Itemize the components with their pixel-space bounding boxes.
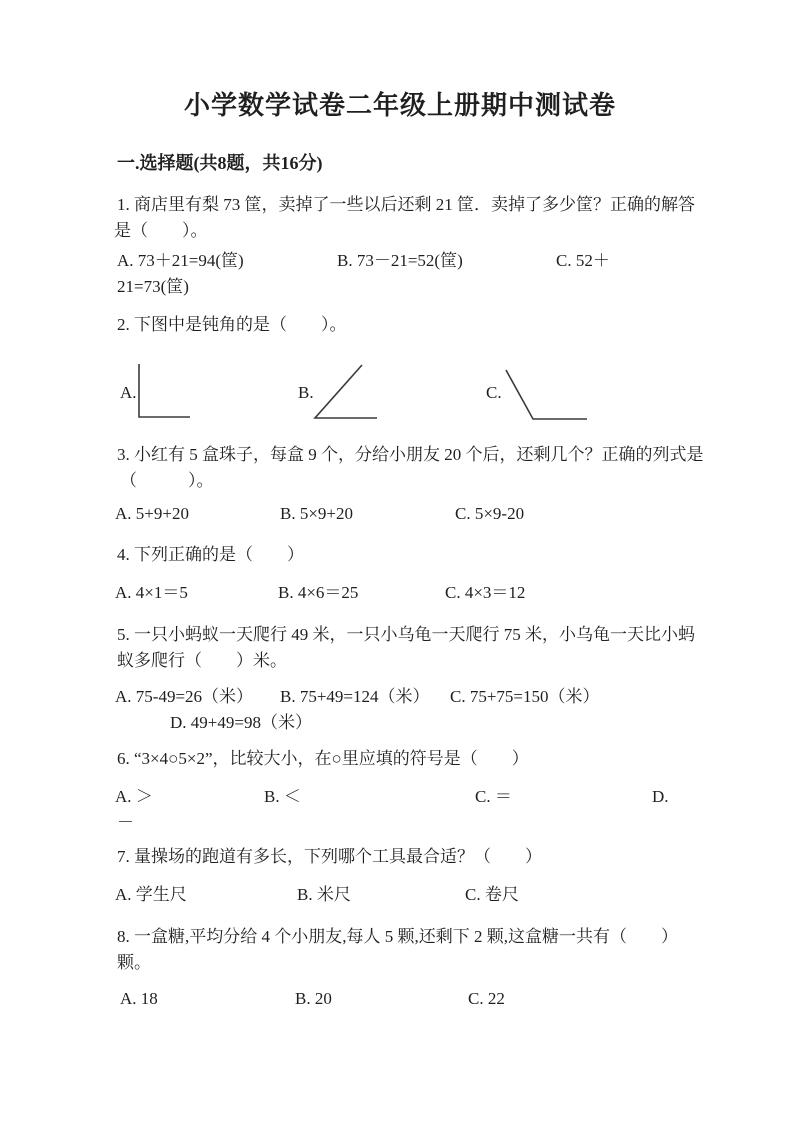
q5-option-b: B. 75+49=124（米） [280, 687, 430, 706]
q1-option-c: C. 52＋ [556, 251, 610, 270]
q6-option-b: B. ＜ [264, 787, 301, 806]
q2-stem: 2. 下图中是钝角的是（ ）。 [117, 315, 347, 334]
figure-label-b: B. [298, 383, 314, 402]
q5-option-d: D. 49+49=98（米） [170, 713, 312, 732]
q8-option-b: B. 20 [295, 989, 332, 1008]
q8-stem-line-1: 8. 一盒糖,平均分给 4 个小朋友,每人 5 颗,还剩下 2 颗,这盒糖一共有（ ） [117, 927, 678, 946]
section-heading: 一.选择题(共8题，共16分) [117, 153, 323, 173]
q7-option-b: B. 米尺 [297, 885, 351, 904]
q3-stem-line-1: 3. 小红有 5 盒珠子，每盒 9 个，分给小朋友 20 个后，还剩几个？正确的列式是 [117, 445, 704, 464]
q6-option-a: A. ＞ [115, 787, 153, 806]
q1-stem-line-2: 是（ ）。 [114, 221, 208, 240]
q1-option-c-continued: 21=73(筐) [117, 277, 189, 296]
q4-option-a: A. 4×1＝5 [115, 583, 188, 602]
q4-option-b: B. 4×6＝25 [278, 583, 359, 602]
figure-label-a: A. [120, 383, 137, 402]
q4-stem: 4. 下列正确的是（ ） [117, 545, 304, 564]
q1-option-b: B. 73－21=52(筐) [337, 251, 463, 270]
q5-stem-line-1: 5. 一只小蚂蚁一天爬行 49 米，一只小乌龟一天爬行 75 米，小乌龟一天比小蚂 [117, 625, 695, 644]
figure-label-c: C. [486, 383, 502, 402]
q5-option-c: C. 75+75=150（米） [450, 687, 600, 706]
page-title: 小学数学试卷二年级上册期中测试卷 [183, 91, 616, 120]
q8-option-c: C. 22 [468, 989, 505, 1008]
q1-stem-line-1: 1. 商店里有梨 73 筐，卖掉了一些以后还剩 21 筐．卖掉了多少筐？正确的解答 [117, 195, 695, 214]
obtuse-angle-figure [506, 370, 587, 419]
q6-option-c: C. ＝ [475, 787, 512, 806]
q5-option-a: A. 75-49=26（米） [115, 687, 254, 706]
q3-option-b: B. 5×9+20 [280, 504, 354, 523]
angle-figures-canvas [100, 355, 640, 425]
q7-stem: 7. 量操场的跑道有多长，下列哪个工具最合适？（ ） [117, 847, 542, 866]
q4-option-c: C. 4×3＝12 [445, 583, 526, 602]
acute-angle-figure [315, 365, 377, 418]
q3-stem-line-2: （ ）。 [120, 471, 214, 490]
q1-option-a: A. 73＋21=94(筐) [117, 251, 244, 270]
q7-option-c: C. 卷尺 [465, 885, 519, 904]
q3-option-a: A. 5+9+20 [115, 504, 189, 523]
q2-angle-figures [100, 355, 640, 425]
q3-option-c: C. 5×9-20 [455, 504, 525, 523]
q6-stem: 6. “3×4○5×2”，比较大小，在○里应填的符号是（ ） [117, 749, 529, 768]
q8-option-a: A. 18 [120, 989, 158, 1008]
right-angle-figure [139, 364, 190, 417]
q8-stem-line-2: 颗。 [117, 953, 151, 972]
q6-option-d-continued: － [117, 813, 134, 832]
q6-option-d: D. [652, 787, 669, 806]
q5-stem-line-2: 蚁多爬行（ ）米。 [117, 651, 287, 670]
q7-option-a: A. 学生尺 [115, 885, 187, 904]
